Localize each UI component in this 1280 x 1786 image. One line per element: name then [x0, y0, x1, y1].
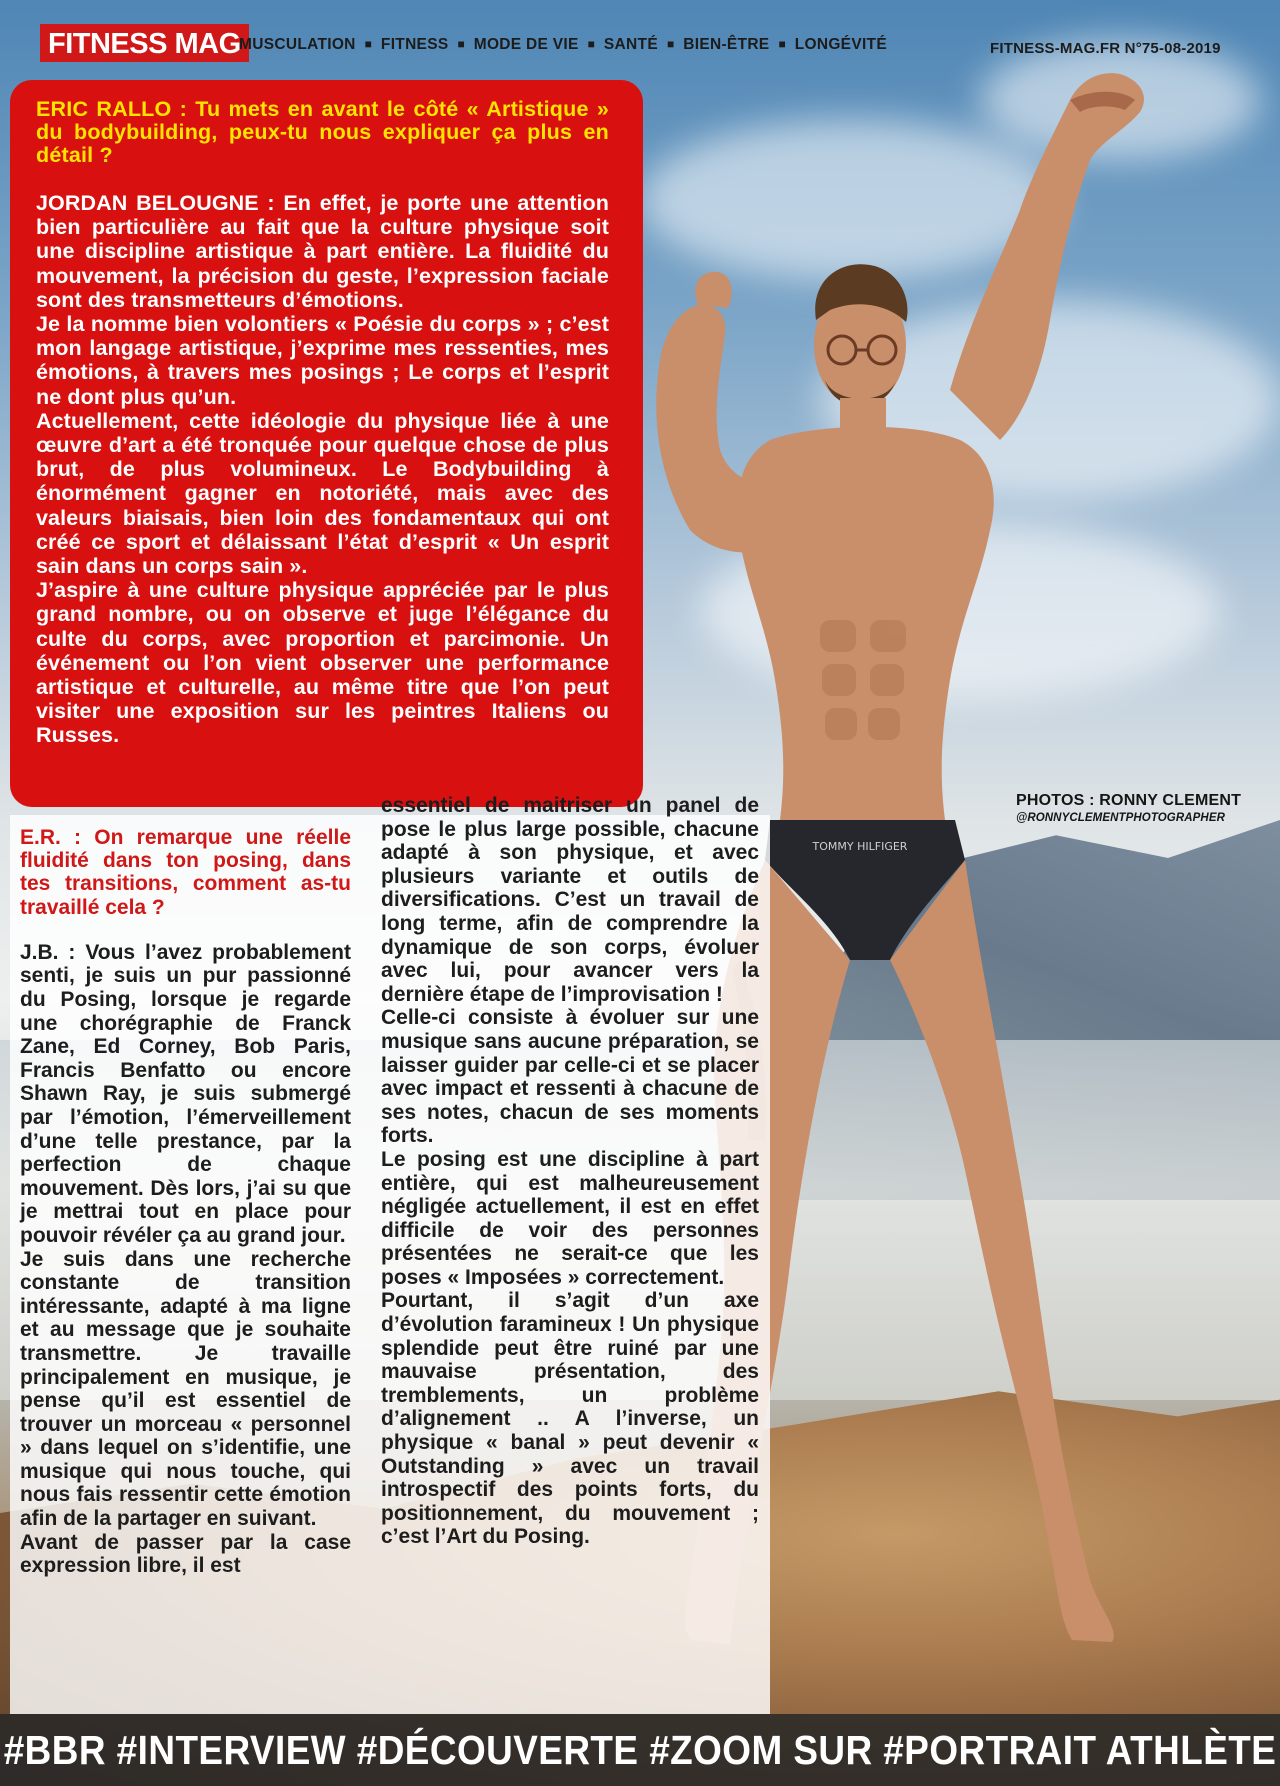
photo-credit-name: PHOTOS : RONNY CLEMENT — [1016, 792, 1242, 809]
interview-answer — [36, 191, 609, 748]
column-paragraph: Pourtant, il s’agit d’un axe d’évolution faramineux ! Un physique splendide peut être ruiné par une mauvaise présentation, des tremblements, un problème d’alignement .. A l’inverse, un physique « banal » peut devenir « Outstanding » avec un travail introspectif des points forts, du positionnement, du mouvement ; c’est l’Art du Posing. — [381, 1289, 759, 1549]
article-column-2 — [381, 794, 759, 1549]
nav-separator-icon: ■ — [587, 37, 595, 51]
issue-number: FITNESS-MAG.FR N°75-08-2019 — [990, 40, 1221, 57]
nav-item-bien-etre[interactable]: BIEN-ÊTRE — [683, 36, 770, 53]
fitness-mag-logo[interactable]: FITNESS MAG — [40, 24, 249, 62]
masthead — [0, 0, 1280, 60]
column-question: E.R. : On remarque une réelle fluidité dans ton posing, dans tes transitions, comment as-tu travaillé cela ? — [20, 826, 351, 919]
answer-paragraph: JORDAN BELOUGNE : En effet, je porte une attention bien particulière au fait que la culture physique soit une discipline artistique à part entière. La fluidité du mouvement, la précision du geste, l’expression faciale sont des transmetteurs d’émotions. — [36, 191, 609, 312]
column-paragraph: Je suis dans une recherche constante de transition intéressante, adapté à ma ligne et au message que je souhaite transmettre. Je travaille principalement en musique, je pense qu’il est essentiel de trouver un morceau « personnel » dans lequel on s’identifie, une musique qui nous touche, qui nous fais ressentir cette émotion afin de la partager en suivant. — [20, 1247, 351, 1531]
answer-paragraph: Actuellement, cette idéologie du physique liée à une œuvre d’art a été tronquée pour quelque chose de plus brut, de plus volumineux. Le Bodybuilding à énormément gagner en notoriété, mais avec des valeurs biaisais, bien loin des fondamentaux qui ont créé ce sport et délaissant l’état d’esprit « Un esprit sain dans un corps sain ». — [36, 408, 609, 579]
column-paragraph: essentiel de maitriser un panel de pose le plus large possible, chacune adapté à son physique, et avec plusieurs variante et outils de diversifications. C’est un travail de long terme, afin de comprendre la dynamique de son corps, évoluer avec lui, pour avancer vers la dernière étape de l’improvisation ! — [381, 794, 759, 1006]
photo-credit — [1016, 792, 1241, 824]
nav-item-fitness[interactable]: FITNESS — [380, 36, 449, 53]
nav-item-mode-de-vie[interactable]: MODE DE VIE — [473, 36, 579, 53]
hashtag-footer — [0, 1714, 1280, 1786]
brief-label: TOMMY HILFIGER — [812, 840, 908, 853]
nav-separator-icon: ■ — [457, 37, 465, 51]
nav-item-musculation[interactable]: MUSCULATION — [239, 36, 356, 53]
answer-paragraph: J’aspire à une culture physique appréciée par le plus grand nombre, ou on observe et juge l’élégance du culte du corps, avec proportion et parcimonie. Un événement ou l’on vient observer une performance artistique et culturelle, au même titre que l’on peut visiter une exposition sur les peintres Italiens ou Russes. — [36, 578, 609, 748]
column-paragraph: Celle-ci consiste à évoluer sur une musique sans aucune préparation, se laisser guider par celle-ci et se placer avec impact et ressenti à chacune de ses notes, chacun de ses moments forts. — [381, 1006, 759, 1148]
column-paragraph: Avant de passer par la case expression libre, il est — [20, 1530, 351, 1578]
section-nav — [239, 36, 887, 54]
interview-question: ERIC RALLO : Tu mets en avant le côté « Artistique » du bodybuilding, peux-tu nous expliquer ça plus en détail ? — [36, 97, 609, 167]
nav-separator-icon: ■ — [364, 37, 372, 51]
answer-paragraph: Je la nomme bien volontiers « Poésie du corps » ; c’est mon langage artistique, j’exprime mes ressenties, mes émotions, à travers mes posings ; Le corps et l’esprit ne dont plus qu’un. — [36, 312, 609, 409]
hashtag-line: #BBR #INTERVIEW #DÉCOUVERTE #ZOOM SUR #PORTRAIT ATHLÈTE — [3, 1726, 1277, 1773]
nav-item-longevite[interactable]: LONGÉVITÉ — [794, 36, 887, 53]
nav-item-sante[interactable]: SANTÉ — [603, 36, 658, 53]
interview-red-box — [10, 80, 643, 807]
article-column-1 — [20, 826, 351, 1578]
nav-separator-icon: ■ — [778, 37, 786, 51]
column-paragraph: Le posing est une discipline à part entière, qui est malheureusement négligée actuellement, il est en effet difficile de voir des personnes présentées ne serait-ce que les poses « Imposées » correctement. — [381, 1147, 759, 1289]
column-paragraph: J.B. : Vous l’avez probablement senti, je suis un pur passionné du Posing, lorsque je regarde une chorégraphie de Franck Zane, Ed Corney, Bob Paris, Francis Benfatto ou encore Shawn Ray, je suis submergé par l’émotion, l’émerveillement d’une telle prestance, par la perfection de chaque mouvement. Dès lors, j’ai su que je mettrai tout en place pour pouvoir révéler ça au grand jour. — [20, 940, 351, 1247]
nav-separator-icon: ■ — [666, 37, 675, 51]
photo-credit-handle[interactable]: @RONNYCLEMENTPHOTOGRAPHER — [1016, 812, 1226, 824]
